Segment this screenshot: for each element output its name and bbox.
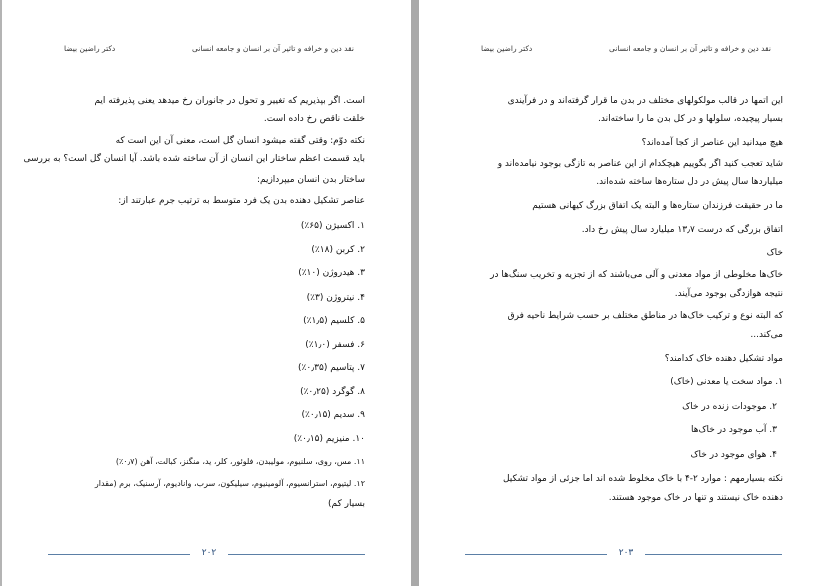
text-line: بسیار پیچیده، سلولها و در کل بدن ما را ساخته‌اند. [597, 114, 783, 124]
page-number: ۲۰۲ [201, 548, 217, 558]
list-item: ۲. کربن (۱۸٪) [311, 245, 365, 255]
text-line: هیچ میدانید این عناصر از کجا آمده‌اند؟ [641, 138, 783, 148]
list-item: ۱۲. لیتیوم، استرانسیوم، آلومینیوم، سیلیکون، سرب، وانادیوم، آرسنیک، برم (مقدار [94, 479, 365, 488]
footer-rule-left [48, 554, 190, 555]
list-item: ۱. مواد سخت یا معدنی (خاک) [670, 377, 783, 387]
text-line: که البته نوع و ترکیب خاک‌ها در مناطق مختلف بر حسب شرایط ناحیه فرق [507, 311, 783, 321]
header-author: دکتر راضین بیضا [64, 44, 116, 53]
text-line: عناصر تشکیل دهنده بدن یک فرد متوسط به ترتیب جرم عبارتند از: [118, 196, 365, 206]
left-page [2, 0, 411, 586]
text-line: نکته بسیارمهم : موارد ۲-۴ با خاک مخلوط شده اند اما جزئی از مواد تشکیل [502, 474, 783, 484]
text-line: خاک‌ها مخلوطی از مواد معدنی و آلی می‌باشند که از تجزیه و تخریب سنگ‌ها در [490, 270, 783, 280]
list-item: ۹. سدیم (۰٫۱۵٪) [301, 410, 365, 420]
list-item: ۱۰. منیزیم (۰٫۱۵٪) [293, 434, 365, 444]
header-author: دکتر راضین بیضا [481, 44, 533, 53]
section-heading: خاک [766, 248, 783, 258]
text-line: باید قسمت اعظم ساختار این انسان از آن ساخته شده باشد. آیا انسان گل است؟ به بررسی [23, 154, 365, 164]
text-line: دهنده خاک نیستند و تنها در خاک موجود هستند. [608, 493, 783, 503]
right-page-body [453, 94, 783, 534]
list-item: ۳. آب موجود در خاک‌ها [690, 425, 777, 435]
text-line: نتیجه هوازدگی بوجود می‌آیند. [674, 289, 783, 299]
text-line: ساختار بدن انسان میپردازیم: [256, 175, 365, 185]
list-item: ۷. پتاسیم (۰٫۳۵٪) [298, 363, 365, 373]
header-title: نقد دین و خرافه و تاثیر آن بر انسان و جامعه انسانی [609, 44, 771, 53]
footer-rule-right [228, 554, 365, 555]
list-item: ۸. گوگرد (۰٫۲۵٪) [300, 387, 365, 397]
text-line: نکته دوّم: وقتی گفته میشود انسان گل است، معنی آن این است که [115, 136, 365, 146]
page-gutter [411, 0, 419, 586]
list-item: ۵. کلسیم (۱٫۵٪) [303, 316, 365, 326]
text-line: شاید تعجب کنید اگر بگوییم هیچکدام از این عناصر به تازگی بوجود نیامده‌اند و [497, 159, 783, 169]
list-item: ۴. هوای موجود در خاک [690, 450, 777, 460]
text-line: میلیاردها سال پیش در دل ستاره‌ها ساخته شده‌اند. [596, 177, 783, 187]
list-item: ۶. فسفر (۱٫۰٪) [305, 340, 365, 350]
text-line: مواد تشکیل دهنده خاک کدامند؟ [664, 354, 783, 364]
list-item: ۱۱. مس، روی، سلنیوم، مولیبدن، فلوئور، کلر، ید، منگنز، کبالت، آهن (۰٫۷٪) [115, 457, 365, 466]
text-line: ما در حقیقت فرزندان ستاره‌ها و البته یک اتفاق بزرگ کیهانی هستیم [532, 201, 783, 211]
text-line: است. اگر بپذیریم که تغییر و تحول در جانوران رخ میدهد یعنی پذیرفته ایم [94, 96, 365, 106]
header-title: نقد دین و خرافه و تاثیر آن بر انسان و جامعه انسانی [192, 44, 354, 53]
text-line: این اتمها در قالب مولکولهای مختلف در بدن ما قرار گرفته‌اند و در فرآیندی [507, 96, 783, 106]
list-item: ۴. نیتروژن (۳٪) [306, 293, 365, 303]
list-item: ۱. اکسیژن (۶۵٪) [300, 221, 365, 231]
text-line: اتفاق بزرگی که درست ۱۳٫۷ میلیارد سال پیش رخ داد. [581, 225, 783, 235]
list-item: ۳. هیدروژن (۱۰٪) [298, 268, 365, 278]
text-line: بسیار کم) [328, 499, 365, 509]
left-page-body [23, 94, 365, 534]
page-number: ۲۰۳ [618, 548, 634, 558]
list-item: ۲. موجودات زنده در خاک [682, 402, 777, 412]
text-line: خلقت ناقص رخ داده است. [263, 114, 365, 124]
footer-rule-right [645, 554, 782, 555]
right-page [419, 0, 829, 586]
text-line: می‌کند... [750, 330, 783, 340]
footer-rule-left [465, 554, 607, 555]
